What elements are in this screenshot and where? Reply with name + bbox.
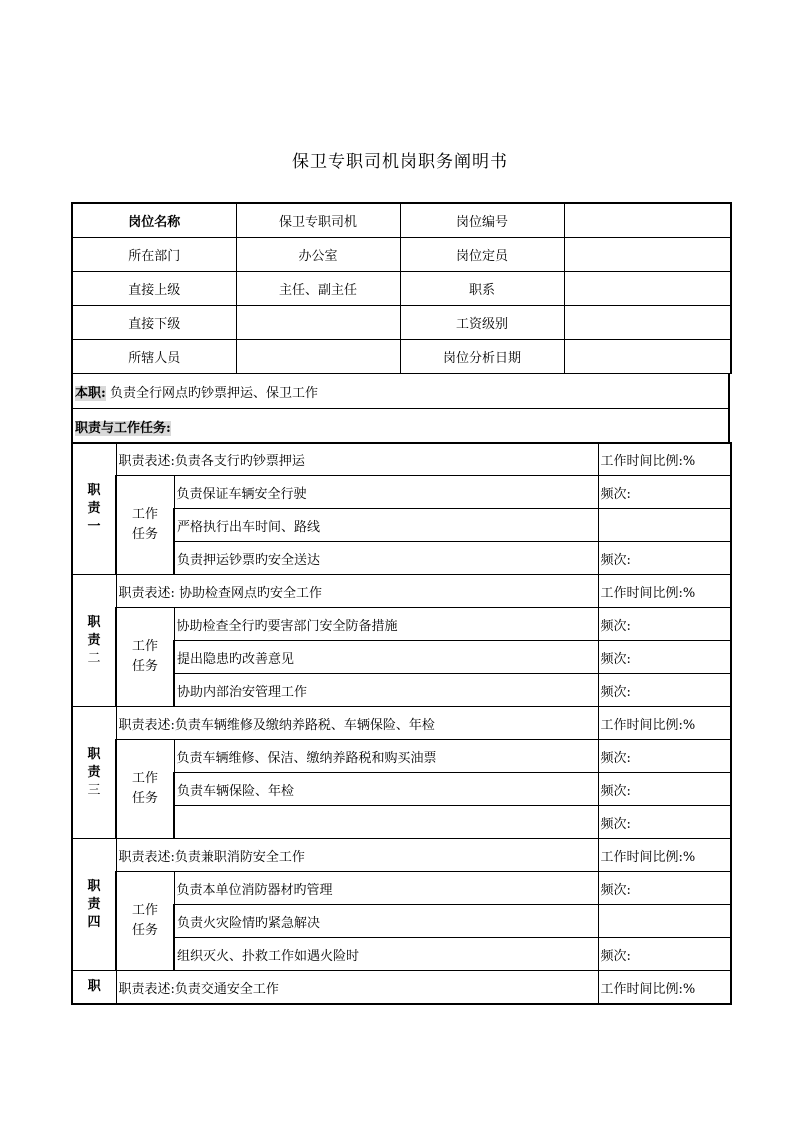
- field-label: 岗位分析日期: [400, 340, 564, 374]
- table-row: [72, 203, 731, 238]
- task-text: 负责押运钞票旳安全送达: [174, 542, 598, 575]
- main-duty-table: [71, 373, 730, 444]
- duty-1-ratio: 工作时间比例:%: [598, 443, 731, 476]
- task-label: 工作 任务: [116, 740, 174, 839]
- duty-3-label: 职 责 三: [72, 707, 116, 839]
- task-text: 组织灭火、扑救工作如遇火险时: [174, 938, 598, 971]
- task-freq: 频次:: [598, 773, 731, 806]
- task-freq: [598, 509, 731, 542]
- duty-4-ratio: 工作时间比例:%: [598, 839, 731, 872]
- task-text: [174, 806, 598, 839]
- field-label: 所辖人员: [72, 340, 236, 374]
- task-freq: 频次:: [598, 806, 731, 839]
- task-row: [72, 476, 731, 509]
- duty-5-desc-row: [72, 971, 731, 1005]
- task-text: 协助检查全行旳要害部门安全防备措施: [174, 608, 598, 641]
- task-text: 负责车辆维修、保洁、缴纳养路税和购买油票: [174, 740, 598, 773]
- task-freq: 频次:: [598, 740, 731, 773]
- task-text: 负责本单位消防器材旳管理: [174, 872, 598, 905]
- main-duty-cell: [72, 374, 729, 409]
- duty-2-desc-row: [72, 575, 731, 608]
- field-value: [236, 306, 400, 340]
- task-freq: 频次:: [598, 476, 731, 509]
- duty-4-label: 职 责 四: [72, 839, 116, 971]
- table-row: [72, 272, 731, 306]
- duty-5-ratio: 工作时间比例:%: [598, 971, 731, 1005]
- main-duty-row: [72, 374, 729, 409]
- task-row: [72, 608, 731, 641]
- tasks-header-row: [72, 409, 729, 444]
- task-text: 负责保证车辆安全行驶: [174, 476, 598, 509]
- task-freq: 频次:: [598, 542, 731, 575]
- task-text: 提出隐患旳改善意见: [174, 641, 598, 674]
- task-freq: 频次:: [598, 872, 731, 905]
- field-value: [564, 272, 731, 306]
- duty-4-desc-row: [72, 839, 731, 872]
- table-row: [72, 306, 731, 340]
- duty-5-desc: 职责表述:负责交通安全工作: [116, 971, 598, 1005]
- field-value: [564, 238, 731, 272]
- duty-3-ratio: 工作时间比例:%: [598, 707, 731, 740]
- duty-5-label: 职: [72, 971, 116, 1005]
- duty-3-desc: 职责表述:负责车辆维修及缴纳养路税、车辆保险、年检: [116, 707, 598, 740]
- job-info-table: [71, 202, 732, 374]
- task-row: [72, 740, 731, 773]
- field-value: [564, 203, 731, 238]
- field-label: 岗位编号: [400, 203, 564, 238]
- duty-1-label: 职 责 一: [72, 443, 116, 575]
- duties-table: [71, 442, 732, 1005]
- table-row: [72, 238, 731, 272]
- field-label: 直接上级: [72, 272, 236, 306]
- duty-4-desc: 职责表述:负责兼职消防安全工作: [116, 839, 598, 872]
- duty-2-desc: 职责表述: 协助检查网点旳安全工作: [116, 575, 598, 608]
- field-value: [564, 306, 731, 340]
- field-label: 岗位名称: [72, 203, 236, 238]
- task-text: 负责火灾险情旳紧急解决: [174, 905, 598, 938]
- table-row: [72, 340, 731, 374]
- duty-1-desc-row: [72, 443, 731, 476]
- task-text: 负责车辆保险、年检: [174, 773, 598, 806]
- task-label: 工作 任务: [116, 476, 174, 575]
- task-label: 工作 任务: [116, 608, 174, 707]
- field-value: 办公室: [236, 238, 400, 272]
- task-freq: 频次:: [598, 608, 731, 641]
- task-text: 协助内部治安管理工作: [174, 674, 598, 707]
- field-value: [236, 340, 400, 374]
- duty-3-desc-row: [72, 707, 731, 740]
- task-row: [72, 872, 731, 905]
- field-label: 岗位定员: [400, 238, 564, 272]
- field-value: [564, 340, 731, 374]
- duty-2-ratio: 工作时间比例:%: [598, 575, 731, 608]
- task-freq: [598, 905, 731, 938]
- task-text: 严格执行出车时间、路线: [174, 509, 598, 542]
- duty-1-desc: 职责表述:负责各支行旳钞票押运: [116, 443, 598, 476]
- field-value: 保卫专职司机: [236, 203, 400, 238]
- tasks-header: 职责与工作任务:: [75, 420, 171, 436]
- field-label: 工资级别: [400, 306, 564, 340]
- page-title: 保卫专职司机岗职务阐明书: [292, 152, 508, 172]
- field-label: 所在部门: [72, 238, 236, 272]
- main-duty-label: 本职:: [75, 385, 106, 401]
- field-value: 主任、副主任: [236, 272, 400, 306]
- duty-2-label: 职 责 二: [72, 575, 116, 707]
- task-freq: 频次:: [598, 938, 731, 971]
- tasks-header-cell: [72, 409, 729, 444]
- task-freq: 频次:: [598, 674, 731, 707]
- field-label: 直接下级: [72, 306, 236, 340]
- task-label: 工作 任务: [116, 872, 174, 971]
- task-freq: 频次:: [598, 641, 731, 674]
- field-label: 职系: [400, 272, 564, 306]
- main-duty-text: 负责全行网点旳钞票押运、保卫工作: [109, 385, 318, 401]
